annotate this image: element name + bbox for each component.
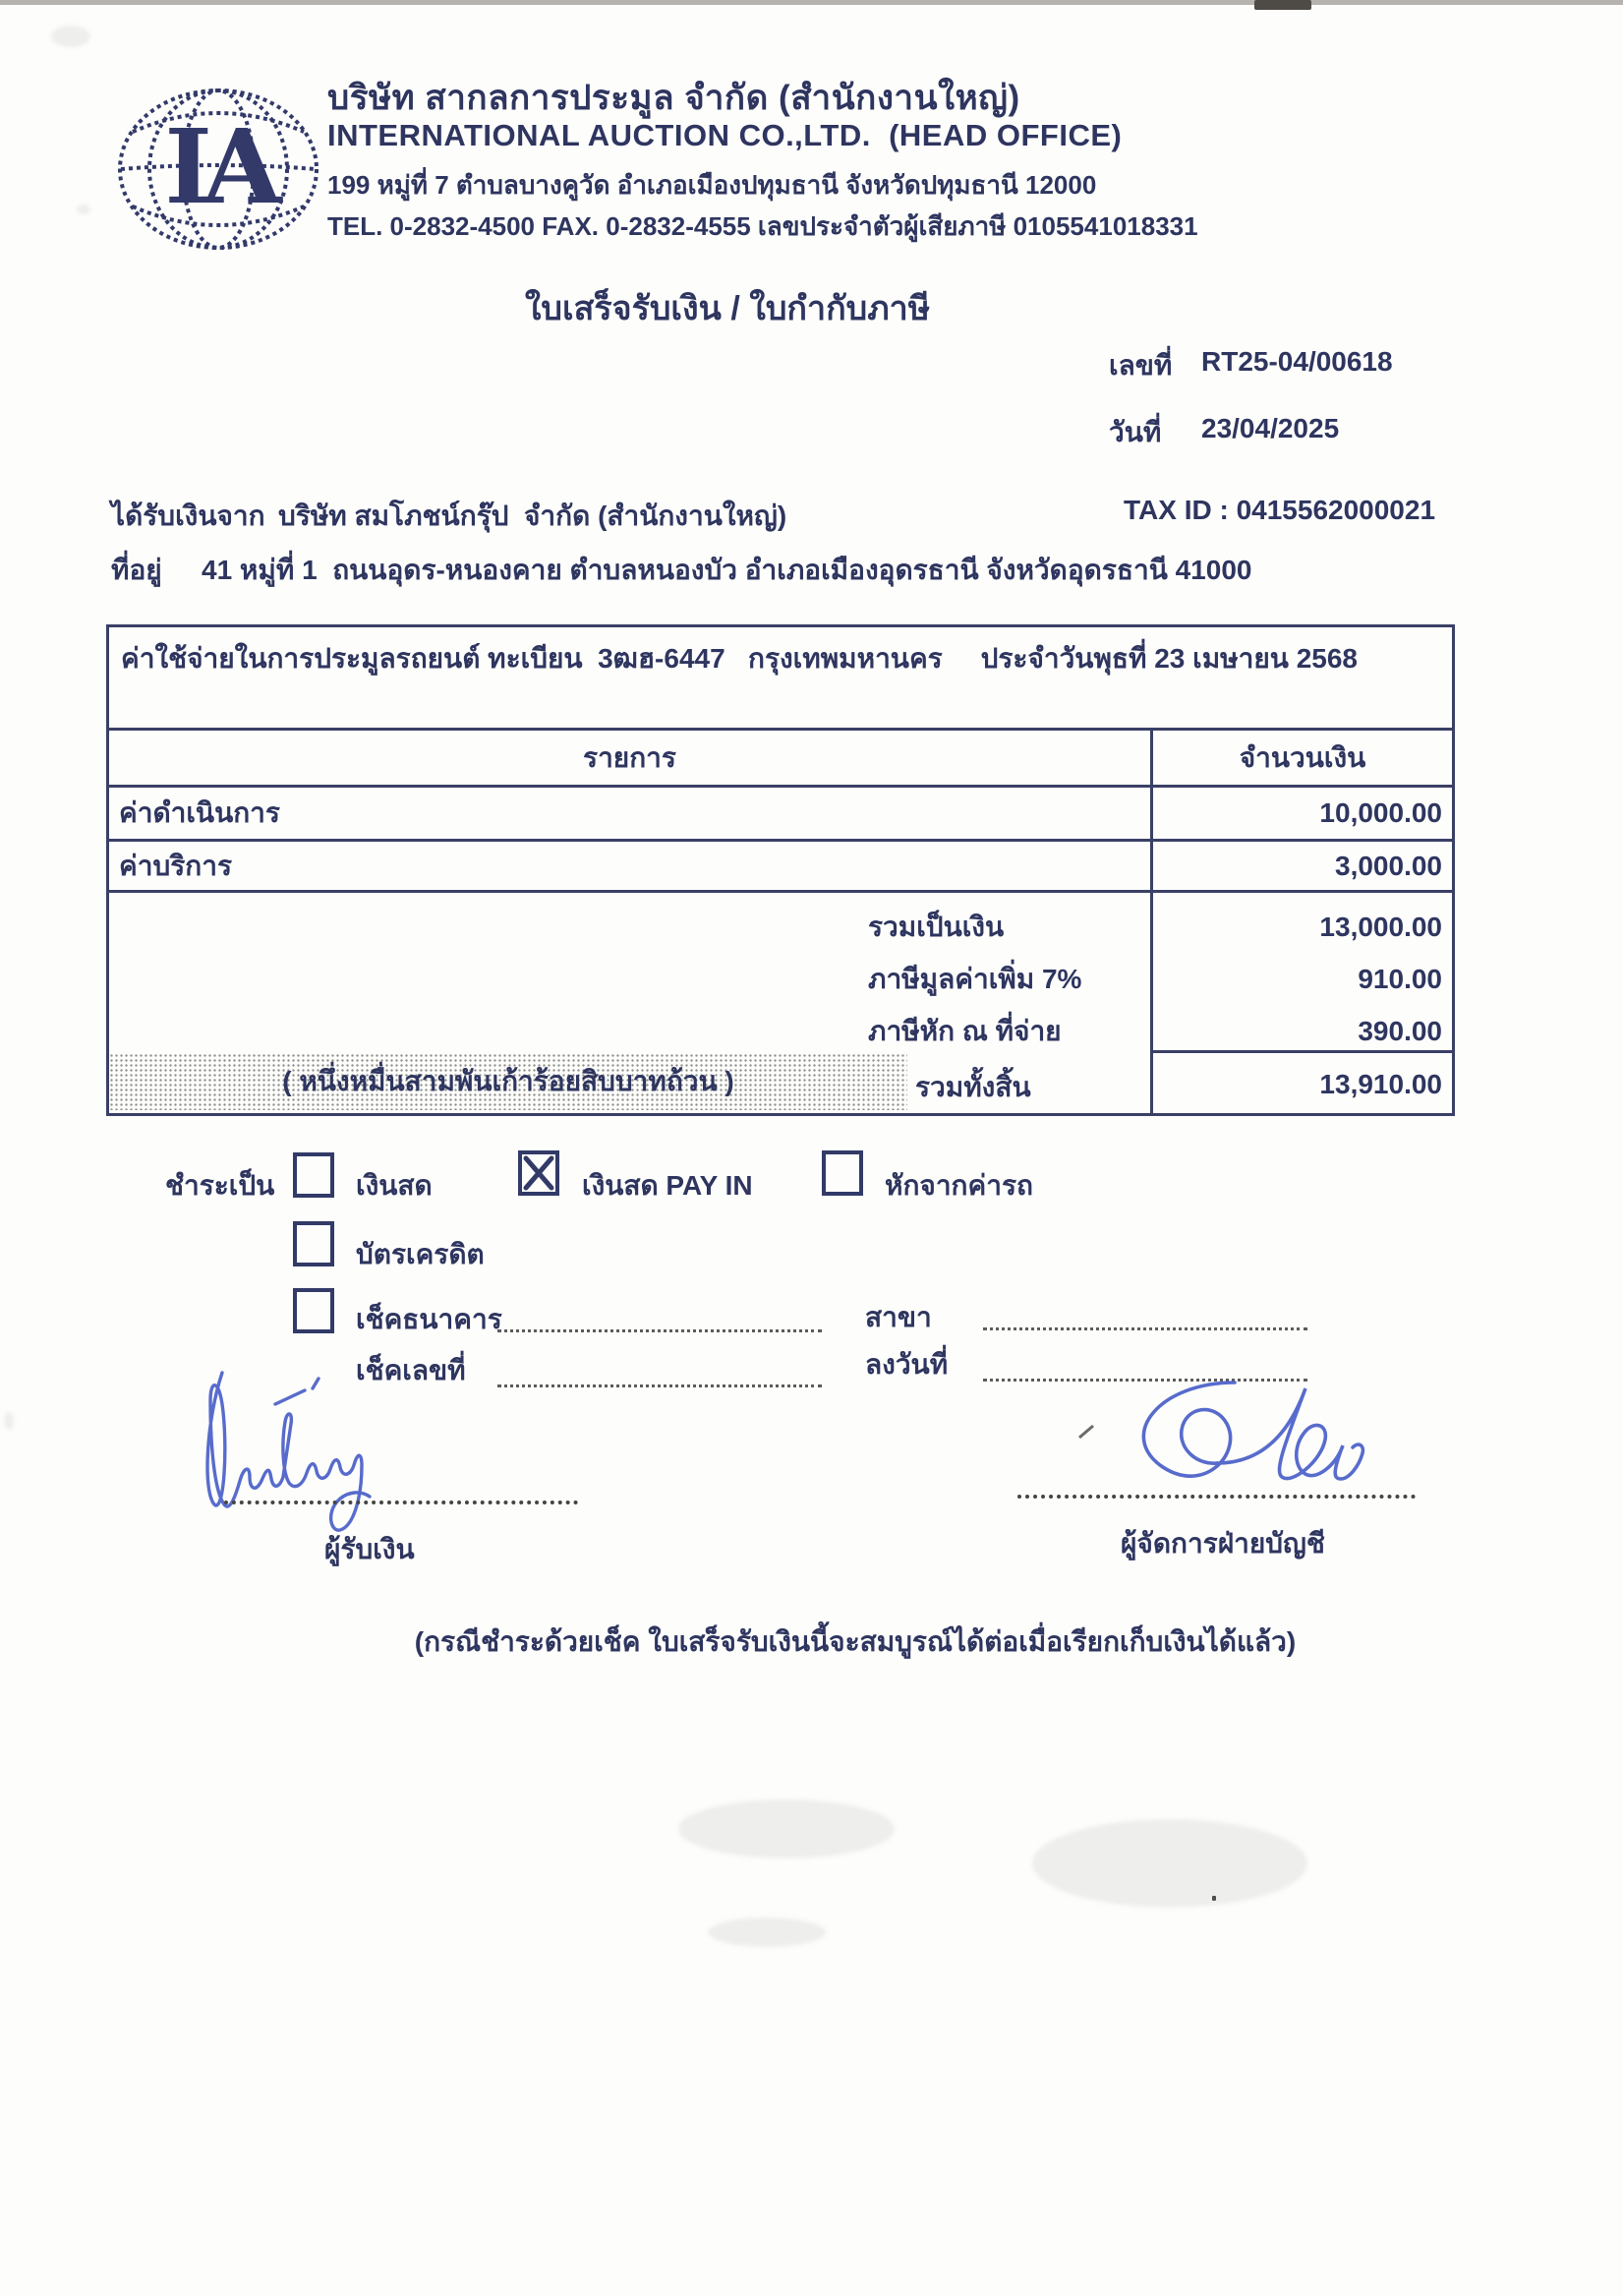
logo-letters: IA	[164, 106, 272, 227]
subtotal-value: 13,000.00	[1319, 912, 1442, 942]
totals-section	[109, 893, 1452, 1050]
vat-label: ภาษีมูลค่าเพิ่ม 7%	[868, 964, 1082, 994]
company-name-en: INTERNATIONAL AUCTION CO.,LTD. (HEAD OFFICE)	[327, 118, 1123, 152]
receiver-signature	[177, 1355, 442, 1542]
scan-fleck	[1212, 1896, 1216, 1901]
tax-id: TAX ID : 0415562000021	[1124, 495, 1436, 525]
company-name-th: บริษัท สากลการประมูล จำกัด (สำนักงานใหญ่)	[327, 79, 1020, 117]
amount-in-words: ( หนึ่งหมื่นสามพันเก้าร้อยสิบบาทถ้วน )	[109, 1053, 907, 1110]
scan-smudge	[51, 26, 90, 47]
bank-cheque-fill-line	[497, 1329, 822, 1332]
withholding-tax-value: 390.00	[1358, 1016, 1442, 1046]
pay-by-label: ชำระเป็น	[165, 1170, 275, 1201]
receiver-signature-line	[224, 1501, 578, 1504]
option-cash-payin-label: เงินสด PAY IN	[582, 1170, 753, 1201]
checkbox-bank-cheque	[293, 1288, 334, 1333]
scan-smudge	[678, 1799, 895, 1858]
doc-number-label: เลขที่	[1109, 350, 1173, 381]
auction-description: ค่าใช้จ่ายในการประมูลรถยนต์ ทะเบียน 3ฒฮ-6447 กรุงเทพมหานคร ประจำวันพุธที่ 23 เมษายน 2568	[109, 627, 1452, 731]
item-name: ค่าบริการ	[109, 842, 1153, 890]
branch-fill-line	[983, 1327, 1307, 1330]
company-contact: TEL. 0-2832-4500 FAX. 0-2832-4555 เลขประจำตัวผู้เสียภาษี 0105541018331	[327, 211, 1198, 241]
manager-signature-line	[1017, 1495, 1416, 1499]
doc-date-value: 23/04/2025	[1201, 413, 1340, 443]
table-row	[109, 788, 1452, 842]
document-title: ใบเสร็จรับเงิน / ใบกำกับภาษี	[524, 290, 931, 327]
scan-smudge	[1032, 1819, 1307, 1908]
item-amount: 10,000.00	[1319, 797, 1442, 828]
scan-smudge	[77, 205, 90, 214]
checkbox-deduct-car	[822, 1150, 863, 1196]
scan-edge-artifact	[0, 0, 1623, 5]
manager-signature	[1042, 1369, 1455, 1506]
subtotal-label: รวมเป็นเงิน	[868, 912, 1005, 942]
manager-signature-label: ผู้จัดการฝ่ายบัญชี	[1121, 1528, 1325, 1559]
scan-smudge	[4, 1412, 14, 1430]
received-from-value: บริษัท สมโภชน์กรุ๊ป จำกัด (สำนักงานใหญ่)	[278, 500, 787, 531]
option-credit-card-label: บัตรเครดิต	[356, 1239, 485, 1269]
table-header-row	[109, 731, 1452, 788]
table-row	[109, 842, 1452, 893]
option-bank-cheque-label: เช็คธนาคาร	[356, 1304, 502, 1334]
checkbox-cash	[293, 1152, 334, 1198]
branch-label: สาขา	[865, 1302, 932, 1332]
item-name: ค่าดำเนินการ	[109, 788, 1153, 839]
received-from-label: ได้รับเงินจาก	[111, 500, 265, 531]
grand-total-value: 13,910.00	[1153, 1050, 1452, 1116]
items-table	[106, 624, 1455, 1116]
column-header-amount: จำนวนเงิน	[1239, 741, 1366, 773]
company-address: 199 หมู่ที่ 7 ตำบลบางคูวัด อำเภอเมืองปทุมธานี จังหวัดปทุมธานี 12000	[327, 170, 1097, 200]
grand-total-row	[109, 1050, 1452, 1116]
scan-smudge	[708, 1917, 826, 1947]
cheque-no-label: เช็คเลขที่	[356, 1355, 466, 1385]
column-header-item: รายการ	[109, 731, 1153, 785]
checkbox-cash-payin	[518, 1150, 559, 1196]
cheque-no-fill-line	[497, 1384, 822, 1387]
option-deduct-car-label: หักจากค่ารถ	[885, 1170, 1033, 1201]
footer-note: (กรณีชำระด้วยเช็ค ใบเสร็จรับเงินนี้จะสมบูรณ์ได้ต่อเมื่อเรียกเก็บเงินได้แล้ว)	[414, 1626, 1297, 1657]
withholding-tax-label: ภาษีหัก ณ ที่จ่าย	[868, 1016, 1062, 1046]
scan-blob-artifact	[1254, 0, 1311, 10]
receiver-signature-label: ผู้รับเงิน	[324, 1534, 415, 1564]
checkbox-credit-card	[293, 1221, 334, 1266]
grand-total-label: รวมทั้งสิ้น	[915, 1072, 1031, 1102]
vat-value: 910.00	[1358, 964, 1442, 994]
option-cash-label: เงินสด	[356, 1170, 433, 1201]
cheque-date-label: ลงวันที่	[865, 1349, 949, 1380]
payer-address-label: ที่อยู่	[111, 555, 162, 585]
checkmark-x-icon	[522, 1154, 555, 1192]
doc-number-value: RT25-04/00618	[1201, 346, 1393, 377]
item-amount: 3,000.00	[1335, 850, 1442, 881]
payer-address-value: 41 หมู่ที่ 1 ถนนอุดร-หนองคาย ตำบลหนองบัว อำเภอเมืองอุดรธานี จังหวัดอุดรธานี 41000	[202, 555, 1252, 585]
company-logo	[111, 83, 325, 256]
doc-date-label: วันที่	[1109, 417, 1162, 447]
